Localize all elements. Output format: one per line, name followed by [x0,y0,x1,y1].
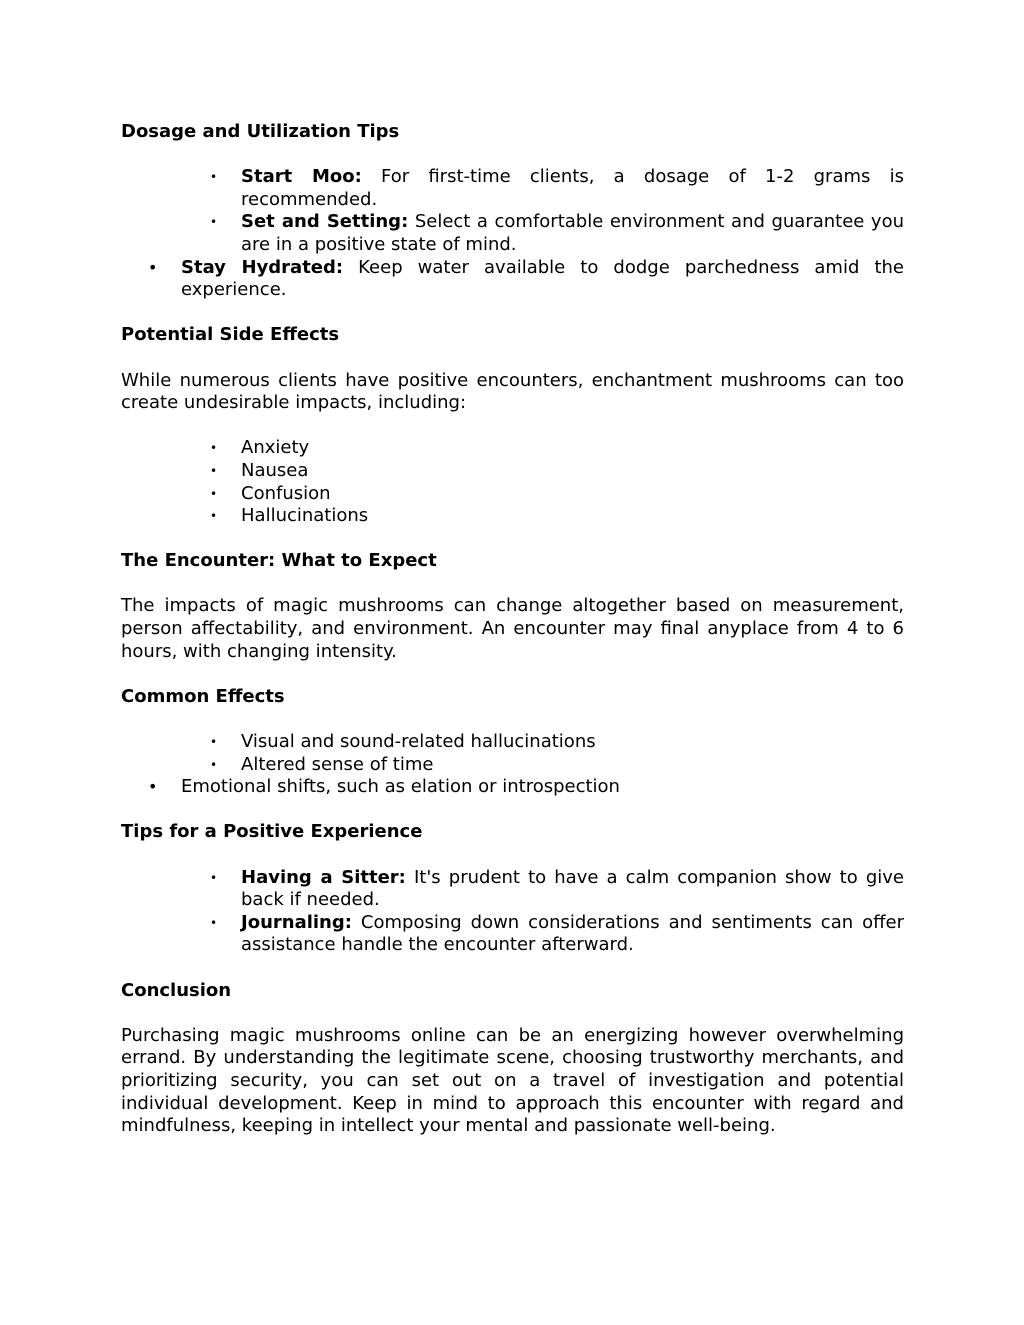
common-effects-list [121,731,904,799]
heading-common-effects: Common Effects [121,685,285,707]
bullet-icon: • [210,215,218,230]
heading-tips: Tips for a Positive Experience [121,821,423,843]
item-text: Nausea [241,459,309,481]
item-text: Select a comfortable environment and guarantee you are in a positive state of mind. [241,211,904,255]
side-effects-list [121,437,904,527]
bullet-icon: • [210,463,218,478]
item-term: Having a Sitter: [241,866,406,888]
list-item [121,505,904,528]
encounter-text: The impacts of magic mushrooms can change altogether based on measurement, person affectability, and environment. An encounter may final anyplace from 4 to 6 hours, with changing intensity. [121,595,904,662]
item-text: Confusion [241,482,331,504]
list-item [121,754,904,777]
item-text: Anxiety [241,437,310,459]
list-item [121,483,904,506]
bullet-icon: • [210,170,218,185]
list-item [121,776,904,799]
bullet-icon: • [210,915,218,930]
side-effects-intro: While numerous clients have positive encounters, enchantment mushrooms can too create undesirable impacts, including: [121,369,904,414]
bullet-icon: • [210,441,218,456]
item-term: Stay Hydrated: [181,256,344,278]
bullet-icon: • [148,257,158,277]
dosage-list [121,166,904,302]
list-item [121,460,904,483]
bullet-icon: • [148,777,158,797]
bullet-icon: • [210,735,218,750]
bullet-icon: • [210,509,218,524]
conclusion-text: Purchasing magic mushrooms online can be an energizing however overwhelming errand. By understanding the legitimate scene, choosing trustworthy merchants, and prioritizing security, you can set out on a travel of investigation and potential individual development. Keep in mind to approach this encounter with regard and mindfulness, keeping in intellect your mental and passionate well-being. [121,1024,904,1137]
bullet-icon: • [210,870,218,885]
list-item [121,257,904,302]
heading-dosage: Dosage and Utilization Tips [121,121,400,142]
list-item [121,912,904,957]
list-item [121,731,904,754]
item-text: Emotional shifts, such as elation or introspection [181,776,620,798]
bullet-icon: • [210,757,218,772]
item-text: Keep water available to dodge parchedness amid the experience. [181,256,904,301]
list-item [121,211,904,256]
tips-list [121,867,904,957]
item-term: Journaling: [241,911,352,933]
item-term: Set and Setting: [241,211,409,233]
item-text: Altered sense of time [241,753,434,775]
heading-encounter: The Encounter: What to Expect [121,550,437,572]
list-item [121,867,904,912]
document-page [121,121,904,1138]
bullet-icon: • [210,486,218,501]
list-item [121,166,904,211]
heading-conclusion: Conclusion [121,979,232,1001]
list-item [121,437,904,460]
item-text: Visual and sound-related hallucinations [241,731,596,753]
item-term: Start Moo: [241,166,362,188]
item-text: For first-time clients, a dosage of 1-2 grams is recommended. [241,166,904,210]
item-text: Hallucinations [241,505,369,527]
heading-side-effects: Potential Side Effects [121,324,340,346]
item-text: Composing down considerations and sentiments can offer assistance handle the encounter afterward. [241,911,904,956]
item-text: It's prudent to have a calm companion show to give back if needed. [241,866,905,911]
